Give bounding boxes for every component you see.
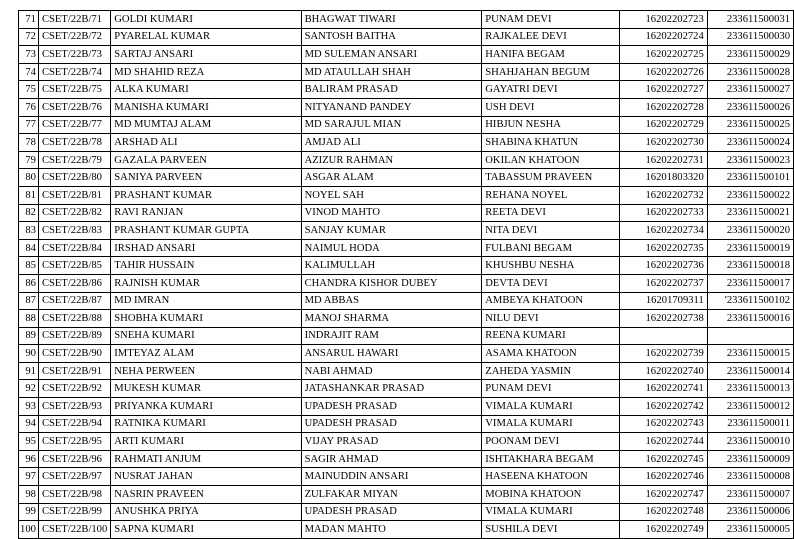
registration-number-cell: 16202202747 [620, 486, 708, 504]
student-name-cell: NASRIN PRAVEEN [111, 486, 301, 504]
roll-number-cell: CSET/22B/89 [38, 327, 110, 345]
id-number-cell: 233611500027 [707, 81, 793, 99]
table-row [19, 415, 794, 433]
student-name-cell: SAPNA KUMARI [111, 521, 301, 539]
serial-number-cell: 92 [19, 380, 39, 398]
registration-number-cell: 16202202731 [620, 151, 708, 169]
father-name-cell: VINOD MAHTO [301, 204, 482, 222]
father-name-cell: NOYEL SAH [301, 186, 482, 204]
serial-number-cell: 79 [19, 151, 39, 169]
roll-number-cell: CSET/22B/79 [38, 151, 110, 169]
father-name-cell: SANJAY KUMAR [301, 222, 482, 240]
mother-name-cell: SHAHJAHAN BEGUM [482, 63, 620, 81]
registration-number-cell: 16202202745 [620, 450, 708, 468]
registration-number-cell: 16202202729 [620, 116, 708, 134]
serial-number-cell: 85 [19, 257, 39, 275]
mother-name-cell: HASEENA KHATOON [482, 468, 620, 486]
father-name-cell: UPADESH PRASAD [301, 415, 482, 433]
registration-number-cell: 16202202724 [620, 28, 708, 46]
father-name-cell: SAGIR AHMAD [301, 450, 482, 468]
serial-number-cell: 81 [19, 186, 39, 204]
student-name-cell: ARSHAD ALI [111, 134, 301, 152]
table-row [19, 98, 794, 116]
father-name-cell: ANSARUL HAWARI [301, 345, 482, 363]
roll-number-cell: CSET/22B/97 [38, 468, 110, 486]
father-name-cell: BALIRAM PRASAD [301, 81, 482, 99]
serial-number-cell: 80 [19, 169, 39, 187]
father-name-cell: MD SULEMAN ANSARI [301, 46, 482, 64]
father-name-cell: MD ABBAS [301, 292, 482, 310]
registration-number-cell: 16202202736 [620, 257, 708, 275]
roll-number-cell: CSET/22B/75 [38, 81, 110, 99]
father-name-cell: KALIMULLAH [301, 257, 482, 275]
student-name-cell: IRSHAD ANSARI [111, 239, 301, 257]
id-number-cell: 233611500014 [707, 362, 793, 380]
father-name-cell: SANTOSH BAITHA [301, 28, 482, 46]
student-name-cell: MD MUMTAJ ALAM [111, 116, 301, 134]
mother-name-cell: VIMALA KUMARI [482, 503, 620, 521]
father-name-cell: VIJAY PRASAD [301, 433, 482, 451]
student-list-body [19, 11, 794, 539]
id-number-cell: 233611500024 [707, 134, 793, 152]
father-name-cell: MD ATAULLAH SHAH [301, 63, 482, 81]
mother-name-cell: ISHTAKHARA BEGAM [482, 450, 620, 468]
registration-number-cell: 16202202723 [620, 11, 708, 29]
student-name-cell: PRIYANKA KUMARI [111, 398, 301, 416]
table-row [19, 169, 794, 187]
mother-name-cell: PUNAM DEVI [482, 380, 620, 398]
mother-name-cell: REHANA NOYEL [482, 186, 620, 204]
registration-number-cell: 16202202733 [620, 204, 708, 222]
serial-number-cell: 74 [19, 63, 39, 81]
mother-name-cell: NITA DEVI [482, 222, 620, 240]
registration-number-cell: 16202202728 [620, 98, 708, 116]
registration-number-cell: 16202202735 [620, 239, 708, 257]
serial-number-cell: 95 [19, 433, 39, 451]
id-number-cell: 233611500022 [707, 186, 793, 204]
table-row [19, 11, 794, 29]
registration-number-cell: 16202202727 [620, 81, 708, 99]
roll-number-cell: CSET/22B/74 [38, 63, 110, 81]
roll-number-cell: CSET/22B/90 [38, 345, 110, 363]
registration-number-cell: 16202202725 [620, 46, 708, 64]
table-row [19, 292, 794, 310]
registration-number-cell [620, 327, 708, 345]
id-number-cell: 233611500017 [707, 274, 793, 292]
id-number-cell: 233611500005 [707, 521, 793, 539]
id-number-cell: 233611500016 [707, 310, 793, 328]
roll-number-cell: CSET/22B/96 [38, 450, 110, 468]
roll-number-cell: CSET/22B/80 [38, 169, 110, 187]
student-list-table [18, 10, 794, 539]
serial-number-cell: 75 [19, 81, 39, 99]
father-name-cell: MD SARAJUL MIAN [301, 116, 482, 134]
table-row [19, 274, 794, 292]
serial-number-cell: 73 [19, 46, 39, 64]
mother-name-cell: REENA KUMARI [482, 327, 620, 345]
mother-name-cell: FULBANI BEGAM [482, 239, 620, 257]
table-row [19, 327, 794, 345]
roll-number-cell: CSET/22B/76 [38, 98, 110, 116]
student-name-cell: SANIYA PARVEEN [111, 169, 301, 187]
table-row [19, 345, 794, 363]
table-row [19, 380, 794, 398]
mother-name-cell: NILU DEVI [482, 310, 620, 328]
table-row [19, 433, 794, 451]
student-name-cell: ANUSHKA PRIYA [111, 503, 301, 521]
serial-number-cell: 87 [19, 292, 39, 310]
table-row [19, 63, 794, 81]
student-name-cell: PRASHANT KUMAR [111, 186, 301, 204]
roll-number-cell: CSET/22B/100 [38, 521, 110, 539]
id-number-cell: 233611500031 [707, 11, 793, 29]
registration-number-cell: 16202202726 [620, 63, 708, 81]
roll-number-cell: CSET/22B/93 [38, 398, 110, 416]
roll-number-cell: CSET/22B/91 [38, 362, 110, 380]
id-number-cell: 233611500008 [707, 468, 793, 486]
mother-name-cell: TABASSUM PRAVEEN [482, 169, 620, 187]
id-number-cell: 233611500023 [707, 151, 793, 169]
serial-number-cell: 77 [19, 116, 39, 134]
mother-name-cell: PUNAM DEVI [482, 11, 620, 29]
mother-name-cell: POONAM DEVI [482, 433, 620, 451]
roll-number-cell: CSET/22B/86 [38, 274, 110, 292]
serial-number-cell: 83 [19, 222, 39, 240]
student-name-cell: TAHIR HUSSAIN [111, 257, 301, 275]
id-number-cell: 233611500021 [707, 204, 793, 222]
mother-name-cell: ASAMA KHATOON [482, 345, 620, 363]
registration-number-cell: 16202202746 [620, 468, 708, 486]
father-name-cell: AZIZUR RAHMAN [301, 151, 482, 169]
student-name-cell: RATNIKA KUMARI [111, 415, 301, 433]
mother-name-cell: REETA DEVI [482, 204, 620, 222]
roll-number-cell: CSET/22B/94 [38, 415, 110, 433]
roll-number-cell: CSET/22B/82 [38, 204, 110, 222]
student-name-cell: GOLDI KUMARI [111, 11, 301, 29]
id-number-cell: 233611500029 [707, 46, 793, 64]
mother-name-cell: AMBEYA KHATOON [482, 292, 620, 310]
mother-name-cell: VIMALA KUMARI [482, 398, 620, 416]
table-row [19, 151, 794, 169]
father-name-cell: NAIMUL HODA [301, 239, 482, 257]
id-number-cell: 233611500028 [707, 63, 793, 81]
father-name-cell: ASGAR ALAM [301, 169, 482, 187]
mother-name-cell: SHABINA KHATUN [482, 134, 620, 152]
father-name-cell: MANOJ SHARMA [301, 310, 482, 328]
table-row [19, 450, 794, 468]
id-number-cell: 233611500026 [707, 98, 793, 116]
father-name-cell: UPADESH PRASAD [301, 398, 482, 416]
roll-number-cell: CSET/22B/84 [38, 239, 110, 257]
id-number-cell: 233611500025 [707, 116, 793, 134]
table-row [19, 186, 794, 204]
student-name-cell: RAHMATI ANJUM [111, 450, 301, 468]
table-row [19, 486, 794, 504]
roll-number-cell: CSET/22B/85 [38, 257, 110, 275]
serial-number-cell: 90 [19, 345, 39, 363]
student-name-cell: SNEHA KUMARI [111, 327, 301, 345]
registration-number-cell: 16202202734 [620, 222, 708, 240]
serial-number-cell: 84 [19, 239, 39, 257]
father-name-cell: ZULFAKAR MIYAN [301, 486, 482, 504]
student-name-cell: NUSRAT JAHAN [111, 468, 301, 486]
registration-number-cell: 16202202739 [620, 345, 708, 363]
table-row [19, 81, 794, 99]
mother-name-cell: KHUSHBU NESHA [482, 257, 620, 275]
serial-number-cell: 89 [19, 327, 39, 345]
serial-number-cell: 76 [19, 98, 39, 116]
student-name-cell: RAJNISH KUMAR [111, 274, 301, 292]
serial-number-cell: 86 [19, 274, 39, 292]
roll-number-cell: CSET/22B/73 [38, 46, 110, 64]
student-name-cell: MD SHAHID REZA [111, 63, 301, 81]
id-number-cell: 233611500101 [707, 169, 793, 187]
student-name-cell: SARTAJ ANSARI [111, 46, 301, 64]
registration-number-cell: 16202202743 [620, 415, 708, 433]
id-number-cell: 233611500007 [707, 486, 793, 504]
registration-number-cell: 16202202744 [620, 433, 708, 451]
registration-number-cell: 16202202730 [620, 134, 708, 152]
registration-number-cell: 16202202738 [620, 310, 708, 328]
id-number-cell: 233611500013 [707, 380, 793, 398]
father-name-cell: MADAN MAHTO [301, 521, 482, 539]
serial-number-cell: 82 [19, 204, 39, 222]
table-row [19, 116, 794, 134]
father-name-cell: MAINUDDIN ANSARI [301, 468, 482, 486]
student-name-cell: GAZALA PARVEEN [111, 151, 301, 169]
registration-number-cell: 16202202749 [620, 521, 708, 539]
table-row [19, 310, 794, 328]
id-number-cell: 233611500019 [707, 239, 793, 257]
table-row [19, 204, 794, 222]
table-row [19, 257, 794, 275]
registration-number-cell: 16202202741 [620, 380, 708, 398]
id-number-cell: 233611500009 [707, 450, 793, 468]
registration-number-cell: 16201803320 [620, 169, 708, 187]
mother-name-cell: VIMALA KUMARI [482, 415, 620, 433]
id-number-cell: 233611500006 [707, 503, 793, 521]
id-number-cell: 233611500018 [707, 257, 793, 275]
serial-number-cell: 78 [19, 134, 39, 152]
registration-number-cell: 16202202737 [620, 274, 708, 292]
mother-name-cell: HIBJUN NESHA [482, 116, 620, 134]
student-name-cell: MANISHA KUMARI [111, 98, 301, 116]
id-number-cell: 233611500030 [707, 28, 793, 46]
student-name-cell: SHOBHA KUMARI [111, 310, 301, 328]
student-name-cell: ARTI KUMARI [111, 433, 301, 451]
id-number-cell: '233611500102 [707, 292, 793, 310]
serial-number-cell: 94 [19, 415, 39, 433]
father-name-cell: CHANDRA KISHOR DUBEY [301, 274, 482, 292]
serial-number-cell: 96 [19, 450, 39, 468]
roll-number-cell: CSET/22B/98 [38, 486, 110, 504]
mother-name-cell: USH DEVI [482, 98, 620, 116]
id-number-cell: 233611500011 [707, 415, 793, 433]
father-name-cell: NABI AHMAD [301, 362, 482, 380]
serial-number-cell: 72 [19, 28, 39, 46]
registration-number-cell: 16202202732 [620, 186, 708, 204]
father-name-cell: NITYANAND PANDEY [301, 98, 482, 116]
mother-name-cell: DEVTA DEVI [482, 274, 620, 292]
mother-name-cell: RAJKALEE DEVI [482, 28, 620, 46]
mother-name-cell: MOBINA KHATOON [482, 486, 620, 504]
roll-number-cell: CSET/22B/78 [38, 134, 110, 152]
table-row [19, 28, 794, 46]
serial-number-cell: 88 [19, 310, 39, 328]
table-row [19, 134, 794, 152]
father-name-cell: AMJAD ALI [301, 134, 482, 152]
serial-number-cell: 99 [19, 503, 39, 521]
roll-number-cell: CSET/22B/71 [38, 11, 110, 29]
student-name-cell: PRASHANT KUMAR GUPTA [111, 222, 301, 240]
roll-number-cell: CSET/22B/88 [38, 310, 110, 328]
father-name-cell: UPADESH PRASAD [301, 503, 482, 521]
id-number-cell: 233611500020 [707, 222, 793, 240]
table-row [19, 468, 794, 486]
serial-number-cell: 97 [19, 468, 39, 486]
registration-number-cell: 16202202748 [620, 503, 708, 521]
student-name-cell: IMTEYAZ ALAM [111, 345, 301, 363]
mother-name-cell: GAYATRI DEVI [482, 81, 620, 99]
table-row [19, 222, 794, 240]
table-row [19, 239, 794, 257]
table-row [19, 398, 794, 416]
serial-number-cell: 100 [19, 521, 39, 539]
registration-number-cell: 16201709311 [620, 292, 708, 310]
serial-number-cell: 98 [19, 486, 39, 504]
student-name-cell: PYARELAL KUMAR [111, 28, 301, 46]
serial-number-cell: 93 [19, 398, 39, 416]
father-name-cell: INDRAJIT RAM [301, 327, 482, 345]
registration-number-cell: 16202202742 [620, 398, 708, 416]
table-row [19, 521, 794, 539]
roll-number-cell: CSET/22B/92 [38, 380, 110, 398]
roll-number-cell: CSET/22B/72 [38, 28, 110, 46]
roll-number-cell: CSET/22B/83 [38, 222, 110, 240]
table-row [19, 503, 794, 521]
id-number-cell: 233611500010 [707, 433, 793, 451]
table-row [19, 362, 794, 380]
id-number-cell: 233611500015 [707, 345, 793, 363]
serial-number-cell: 71 [19, 11, 39, 29]
roll-number-cell: CSET/22B/77 [38, 116, 110, 134]
table-row [19, 46, 794, 64]
mother-name-cell: OKILAN KHATOON [482, 151, 620, 169]
father-name-cell: BHAGWAT TIWARI [301, 11, 482, 29]
student-name-cell: RAVI RANJAN [111, 204, 301, 222]
student-name-cell: NEHA PERWEEN [111, 362, 301, 380]
registration-number-cell: 16202202740 [620, 362, 708, 380]
student-name-cell: MD IMRAN [111, 292, 301, 310]
mother-name-cell: HANIFA BEGAM [482, 46, 620, 64]
mother-name-cell: ZAHEDA YASMIN [482, 362, 620, 380]
roll-number-cell: CSET/22B/95 [38, 433, 110, 451]
roll-number-cell: CSET/22B/99 [38, 503, 110, 521]
student-name-cell: MUKESH KUMAR [111, 380, 301, 398]
mother-name-cell: SUSHILA DEVI [482, 521, 620, 539]
serial-number-cell: 91 [19, 362, 39, 380]
id-number-cell: 233611500012 [707, 398, 793, 416]
roll-number-cell: CSET/22B/87 [38, 292, 110, 310]
id-number-cell [707, 327, 793, 345]
student-name-cell: ALKA KUMARI [111, 81, 301, 99]
father-name-cell: JATASHANKAR PRASAD [301, 380, 482, 398]
roll-number-cell: CSET/22B/81 [38, 186, 110, 204]
